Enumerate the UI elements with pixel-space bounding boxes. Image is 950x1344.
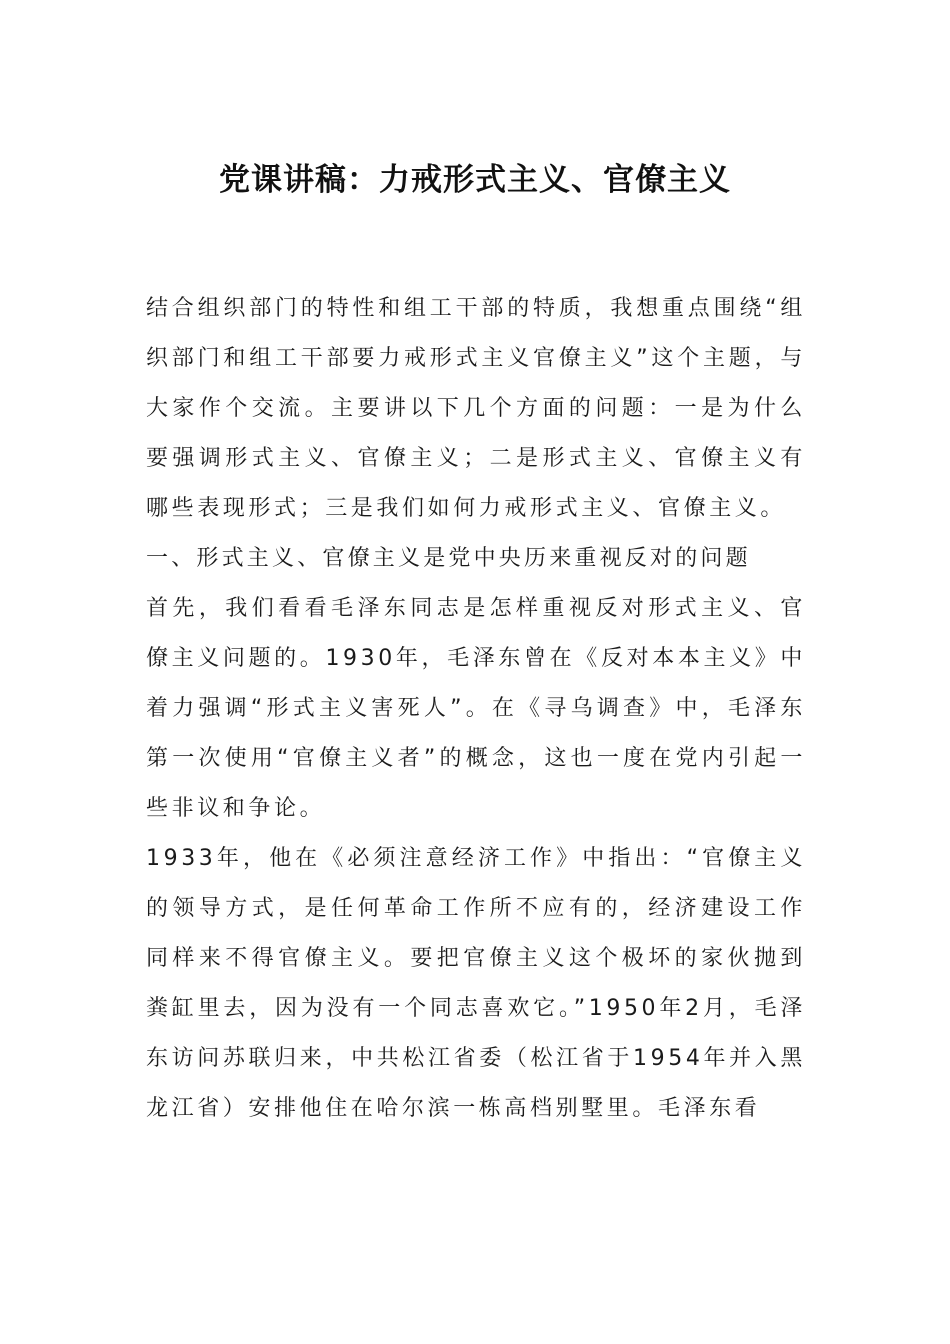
document-title: 党课讲稿：力戒形式主义、官僚主义 bbox=[219, 162, 731, 198]
document-body bbox=[146, 284, 806, 1134]
intro-paragraph: 结合组织部门的特性和组工干部的特质，我想重点围绕“组织部门和组工干部要力戒形式主义官僚主义”这个主题，与大家作个交流。主要讲以下几个方面的问题：一是为什么要强调形式主义、官僚主义；二是形式主义、官僚主义有哪些表现形式；三是我们如何力戒形式主义、官僚主义。 bbox=[146, 296, 806, 521]
section-heading: 一、形式主义、官僚主义是党中央历来重视反对的问题 bbox=[146, 546, 751, 571]
body-paragraph: 首先，我们看看毛泽东同志是怎样重视反对形式主义、官僚主义问题的。1930年，毛泽东曾在《反对本本主义》中着力强调“形式主义害死人”。在《寻乌调查》中，毛泽东第一次使用“官僚主义者”的概念，这也一度在党内引起一些非议和争论。 bbox=[146, 596, 806, 821]
body-paragraph: 1933年，他在《必须注意经济工作》中指出：“官僚主义的领导方式，是任何革命工作所不应有的，经济建设工作同样来不得官僚主义。要把官僚主义这个极坏的家伙抛到粪缸里去，因为没有一个同志喜欢它。”1950年2月，毛泽东访问苏联归来，中共松江省委（松江省于1954年并入黑龙江省）安排他住在哈尔滨一栋高档别墅里。毛泽东看 bbox=[146, 846, 806, 1121]
